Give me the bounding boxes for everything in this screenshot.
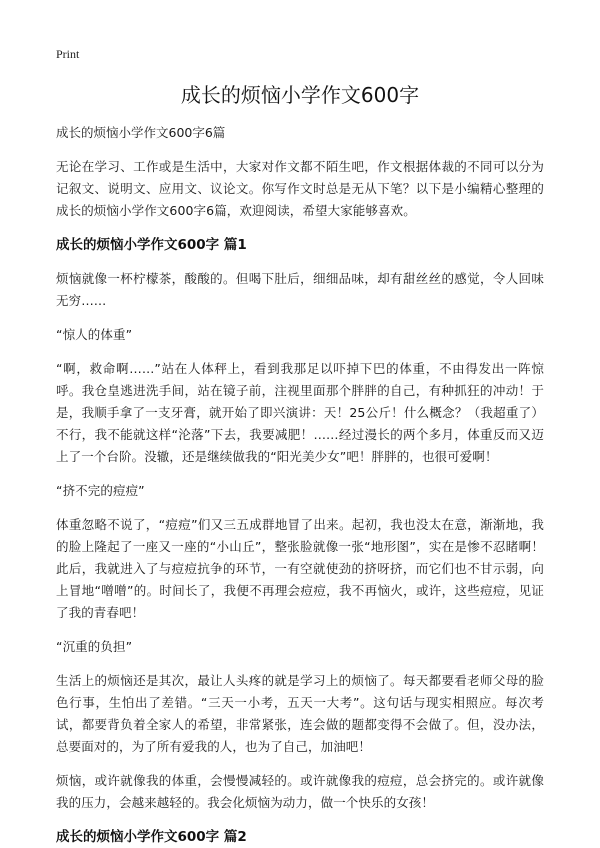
paragraph-burden: 生活上的烦恼还是其次，最让人头疼的就是学习上的烦恼了。每天都要看老师父母的脸色行事，生怕出了差错。“三天一小考，五天一大考”。这句话与现实相照应。每次考试，都要背负着全家人的希望，非常紧张，连会做的题都变得不会做了。但，没办法，总要面对的，为了所有爱我的人，也为了自己，加油吧！	[56, 673, 544, 754]
paragraph-acne: 体重忽略不说了，“痘痘”们又三五成群地冒了出来。起初，我也没太在意，渐渐地，我的脸上隆起了一座又一座的“小山丘”，整张脸就像一张“地形图”，实在是惨不忍睹啊！此后，我就进入了与痘痘抗争的环节，一有空就使劲的挤呀挤，而它们也不甘示弱，向上冒地“噌噌”的。时间长了，我便不再理会痘痘，我不再恼火，或许，这些痘痘，见证了我的青春吧！	[56, 517, 544, 620]
subheading-acne: “挤不完的痘痘”	[56, 483, 145, 498]
subheading-burden: “沉重的负担”	[56, 639, 133, 654]
paragraph-weight: “啊，救命啊……”站在人体秤上，看到我那足以吓掉下巴的体重，不由得发出一阵惊呼。我仓皇逃进洗手间，站在镜子前，注视里面那个胖胖的自己，有种抓狂的冲动！于是，我顺手拿了一支牙膏，就开始了即兴演讲：天！25公斤！什么概念？（我超重了）不行，我不能就这样“沦落”下去，我要减肥！……经过漫长的两个多月，体重反而又迈上了一个台阶。没辙，还是继续做我的“阳光美少女”吧！胖胖的，也很可爱啊！	[56, 361, 544, 464]
section-1-heading: 成长的烦恼小学作文600字 篇1	[56, 237, 247, 253]
section-1-opening-paragraph: 烦恼就像一杯柠檬茶，酸酸的。但喝下肚后，细细品味，却有甜丝丝的感觉，令人回味无穷……	[56, 271, 544, 308]
section-1-closing-paragraph: 烦恼，或许就像我的体重，会慢慢减轻的。或许就像我的痘痘，总会挤完的。或许就像我的压力，会越来越轻的。我会化烦恼为动力，做一个快乐的女孩！	[56, 773, 544, 810]
intro-paragraph: 无论在学习、工作或是生活中，大家对作文都不陌生吧，作文根据体裁的不同可以分为记叙文、说明文、应用文、议论文。你写作文时总是无从下笔？以下是小编精心整理的成长的烦恼小学作文600字6篇，欢迎阅读，希望大家能够喜欢。	[56, 159, 544, 218]
section-2-heading: 成长的烦恼小学作文600字 篇2	[56, 829, 247, 845]
page-title: 成长的烦恼小学作文600字	[180, 83, 420, 107]
subheading-weight: “惊人的体重”	[56, 327, 133, 342]
print-link[interactable]: Print	[56, 47, 80, 61]
document-subtitle: 成长的烦恼小学作文600字6篇	[56, 125, 226, 140]
